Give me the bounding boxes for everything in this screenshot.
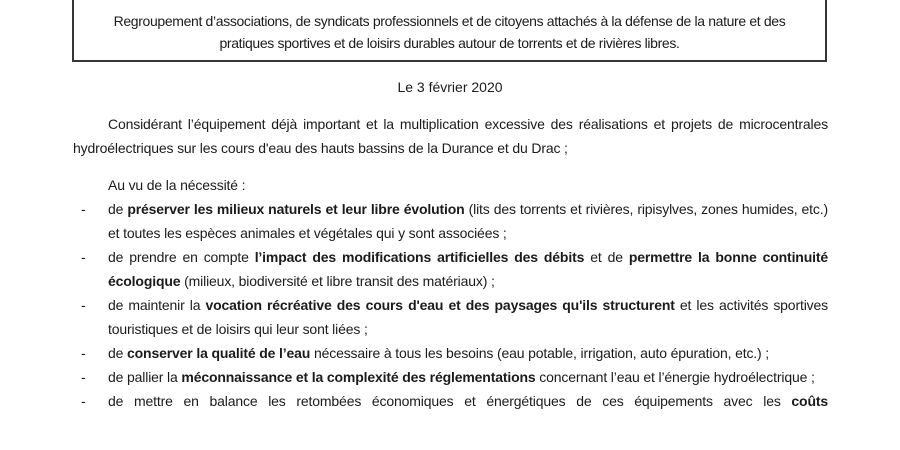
necessity-intro: Au vu de la nécessité : bbox=[108, 177, 246, 193]
list-item-text: de préserver les milieux naturels et leur libre évolution (lits des torrents et rivières, ripisylves, zones humides, etc.) et toutes les espèces animales et végétales qui y sont associées ; bbox=[108, 201, 828, 241]
necessity-list bbox=[73, 197, 828, 413]
document-body bbox=[73, 112, 828, 413]
dash-bullet: - bbox=[81, 297, 86, 313]
list-item bbox=[73, 341, 828, 365]
header-line-1: Regroupement d’associations, de syndicats professionnels et de citoyens attachés à la défense de la nature et des bbox=[113, 13, 786, 29]
list-item-text: de pallier la méconnaissance et la complexité des réglementations concernant l’eau et l’énergie hydroélectrique ; bbox=[108, 369, 815, 385]
list-item bbox=[73, 197, 828, 245]
list-item bbox=[73, 389, 828, 413]
list-item-text: de conserver la qualité de l’eau nécessaire à tous les besoins (eau potable, irrigation, auto épuration, etc.) ; bbox=[108, 345, 770, 361]
dash-bullet: - bbox=[81, 201, 86, 217]
list-item bbox=[73, 365, 828, 389]
dash-bullet: - bbox=[81, 249, 86, 265]
list-item bbox=[73, 293, 828, 341]
association-header-box bbox=[72, 0, 827, 62]
considerant-paragraph: Considérant l’équipement déjà important et la multiplication excessive des réalisations et projets de microcentrales hydroélectriques sur les cours d'eau des hauts bassins de la Durance et du Drac ; bbox=[73, 116, 828, 156]
dash-bullet: - bbox=[81, 369, 86, 385]
list-item-text: de prendre en compte l’impact des modifications artificielles des débits et de permettre la bonne continuité écologique (milieux, biodiversité et libre transit des matériaux) ; bbox=[108, 249, 829, 289]
list-item-text: de mettre en balance les retombées économiques et énergétiques de ces équipements avec les coûts bbox=[108, 393, 828, 409]
dash-bullet: - bbox=[81, 345, 86, 361]
list-item bbox=[73, 245, 828, 293]
header-line-2: pratiques sportives et de loisirs durables autour de torrents et de rivières libres. bbox=[219, 35, 680, 51]
list-item-text: de maintenir la vocation récréative des cours d'eau et des paysages qu'ils structurent et les activités sportives touristiques et de loisirs qui leur sont liées ; bbox=[108, 297, 828, 337]
document-date: Le 3 février 2020 bbox=[397, 79, 503, 95]
dash-bullet: - bbox=[81, 393, 86, 409]
